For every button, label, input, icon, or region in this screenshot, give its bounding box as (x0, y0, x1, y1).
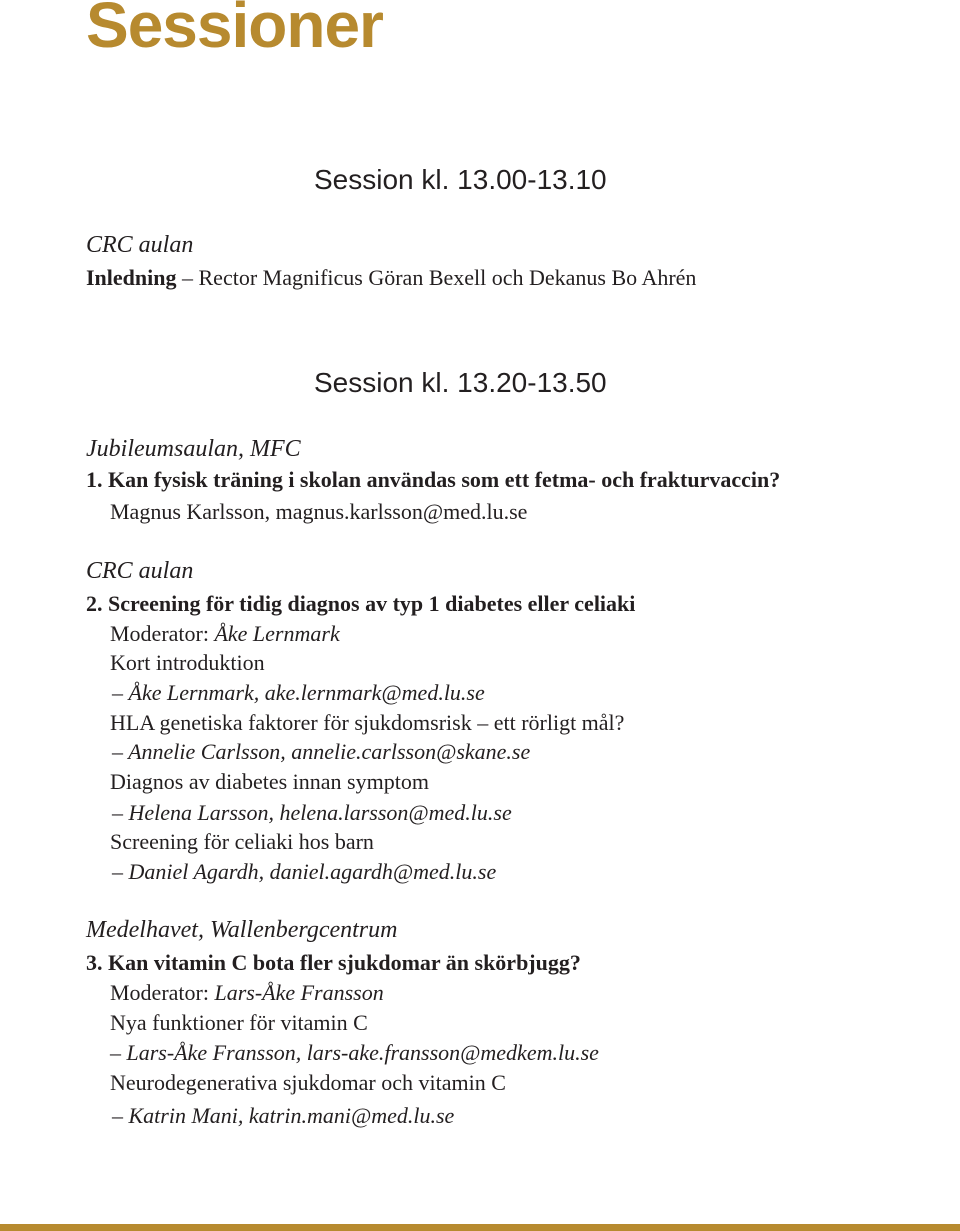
session-heading-1: Session kl. 13.00-13.10 (314, 164, 607, 195)
block2-location: CRC aulan (86, 558, 194, 584)
moderator-label: Moderator: (110, 621, 215, 646)
block3-topic-2: Neurodegenerativa sjukdomar och vitamin C (110, 1070, 506, 1095)
block2-topic-3: Diagnos av diabetes innan symptom (110, 769, 429, 794)
block2-topic-1: Kort introduktion (110, 650, 265, 675)
session-heading-2: Session kl. 13.20-13.50 (314, 367, 607, 398)
block2-speaker-2: – Annelie Carlsson, annelie.carlsson@skane.se (112, 739, 531, 764)
block1-location: Jubileumsaulan, MFC (86, 436, 301, 462)
block3-speaker-2: – Katrin Mani, katrin.mani@med.lu.se (112, 1103, 455, 1128)
block2-speaker-3: – Helena Larsson, helena.larsson@med.lu.se (112, 800, 512, 825)
page-title: Sessioner (86, 0, 383, 61)
block2-moderator (110, 621, 340, 647)
block2-speaker-4: – Daniel Agardh, daniel.agardh@med.lu.se (112, 859, 497, 884)
block3-speaker-1: – Lars-Åke Fransson, lars-ake.fransson@medkem.lu.se (110, 1040, 599, 1065)
block3-topic-1: Nya funktioner för vitamin C (110, 1010, 368, 1035)
block3-location: Medelhavet, Wallenbergcentrum (86, 917, 398, 943)
moderator-label: Moderator: (110, 980, 215, 1005)
bottom-accent-bar (0, 1224, 960, 1231)
block1-talk-title: 1. Kan fysisk träning i skolan användas som ett fetma- och frakturvaccin? (86, 467, 781, 492)
block2-topic-2: HLA genetiska faktorer för sjukdomsrisk – ett rörligt mål? (110, 710, 625, 735)
moderator-name: Lars-Åke Fransson (214, 980, 384, 1005)
moderator-name: Åke Lernmark (214, 621, 340, 646)
block3-moderator (110, 980, 384, 1006)
block1-speaker: Magnus Karlsson, magnus.karlsson@med.lu.se (110, 499, 528, 524)
session1-intro (86, 265, 696, 291)
block2-speaker-1: – Åke Lernmark, ake.lernmark@med.lu.se (112, 680, 485, 705)
intro-label: Inledning (86, 265, 177, 290)
session1-location: CRC aulan (86, 232, 194, 258)
block3-talk-title: 3. Kan vitamin C bota fler sjukdomar än skörbjugg? (86, 950, 581, 975)
block2-topic-4: Screening för celiaki hos barn (110, 829, 374, 854)
block2-talk-title: 2. Screening för tidig diagnos av typ 1 diabetes eller celiaki (86, 591, 636, 616)
intro-text: – Rector Magnificus Göran Bexell och Dekanus Bo Ahrén (176, 265, 697, 290)
